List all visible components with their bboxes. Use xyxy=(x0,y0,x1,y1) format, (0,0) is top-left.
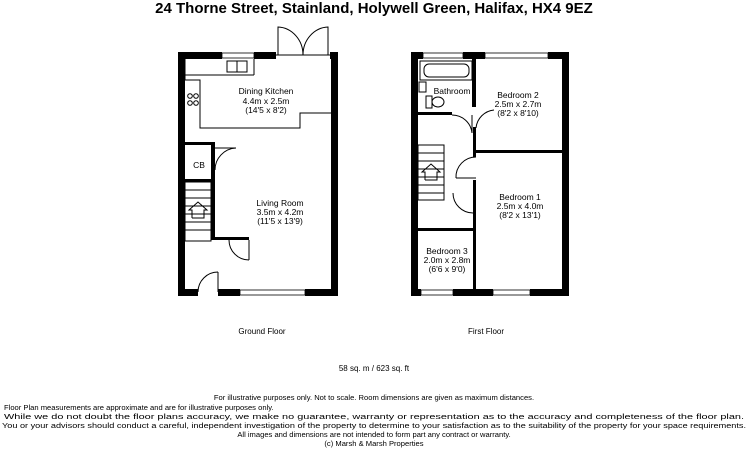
french-doors xyxy=(276,27,331,55)
room-label-bedroom-1: Bedroom 1 xyxy=(499,192,541,202)
first-floor-label: First Floor xyxy=(468,327,504,336)
wall xyxy=(418,228,476,231)
room-label-dining-kitchen: Dining Kitchen xyxy=(238,86,294,96)
wall xyxy=(472,59,476,107)
wall xyxy=(411,52,423,59)
door-swing xyxy=(476,110,494,128)
staircase xyxy=(185,182,211,241)
stair-arrow-icon xyxy=(189,202,207,218)
hob-ring xyxy=(194,94,199,99)
room-label-bedroom-3: Bedroom 3 xyxy=(426,246,468,256)
stair-arrow-icon xyxy=(422,164,440,180)
door-swing xyxy=(456,157,476,178)
room-dimension-imperial: (11'5 x 13'9) xyxy=(257,216,303,226)
toilet xyxy=(432,97,444,107)
hob-ring xyxy=(188,101,193,106)
first-floor-plan xyxy=(411,52,569,336)
room-dimension-metric: 2.5m x 4.0m xyxy=(496,201,544,211)
door-swing xyxy=(215,148,236,170)
wall xyxy=(178,52,185,296)
wall xyxy=(473,180,476,228)
wall xyxy=(463,52,485,59)
ground-floor-label: Ground Floor xyxy=(238,327,286,336)
wall xyxy=(411,289,421,296)
window xyxy=(485,53,548,58)
wall xyxy=(218,289,240,296)
room-label-bedroom-2: Bedroom 2 xyxy=(497,90,539,100)
disclaimer-line: (c) Marsh & Marsh Properties xyxy=(324,439,424,448)
hob-ring xyxy=(194,101,199,106)
disclaimer-line: All images and dimensions are not intended to form part any contract or warranty. xyxy=(237,430,511,439)
wall xyxy=(254,52,276,59)
window xyxy=(493,290,530,295)
door-swing xyxy=(453,193,473,213)
disclaimer xyxy=(2,393,746,448)
window xyxy=(222,53,254,58)
wall xyxy=(211,237,249,240)
door-swing xyxy=(229,240,249,260)
toilet-cistern xyxy=(426,96,432,108)
disclaimer-line: Floor Plan measurements are approximate and are for illustrative purposes only. xyxy=(4,403,274,412)
wall xyxy=(530,289,569,296)
front-door-swing xyxy=(198,272,218,292)
hob-ring xyxy=(188,94,193,99)
staircase xyxy=(418,145,444,200)
wall xyxy=(562,52,569,296)
wall xyxy=(411,52,418,296)
wall xyxy=(473,150,562,153)
room-dimension-metric: 4.4m x 2.5m xyxy=(242,96,290,106)
wall xyxy=(211,142,215,237)
door-swing xyxy=(452,115,472,133)
disclaimer-line: You or your advisors should conduct a careful, independent investigation of the property to determine to your satisfaction as to the suitability of the property for your space requirements. xyxy=(2,421,746,430)
wall xyxy=(453,289,493,296)
window xyxy=(421,290,453,295)
ground-floor-plan xyxy=(178,27,338,336)
wall xyxy=(473,228,476,289)
disclaimer-line: While we do not doubt the floor plans accuracy, we make no guarantee, warranty or representation as to the accuracy and completeness of the floor plan. xyxy=(4,412,744,421)
room-dimension-metric: 2.5m x 2.7m xyxy=(494,99,542,109)
wall xyxy=(305,289,338,296)
room-dimension-imperial: (8'2 x 13'1) xyxy=(499,210,541,220)
total-area: 58 sq. m / 623 sq. ft xyxy=(338,364,410,373)
wall xyxy=(178,289,198,296)
wall xyxy=(418,112,452,115)
room-dimension-metric: 2.0m x 2.8m xyxy=(423,255,471,265)
room-dimension-imperial: (6'6 x 9'0) xyxy=(428,264,466,274)
room-dimension-imperial: (14'5 x 8'2) xyxy=(245,105,287,115)
room-dimension-imperial: (8'2 x 8'10) xyxy=(497,108,539,118)
window xyxy=(240,290,305,295)
cupboard-label: CB xyxy=(193,160,205,170)
wall xyxy=(178,52,222,59)
wall xyxy=(331,52,338,296)
room-label-bathroom: Bathroom xyxy=(433,86,471,96)
basin xyxy=(419,82,426,92)
property-address: 24 Thorne Street, Stainland, Holywell Green, Halifax, HX4 9EZ xyxy=(155,0,593,17)
room-dimension-metric: 3.5m x 4.2m xyxy=(256,207,304,217)
window xyxy=(423,53,463,58)
bathroom-fittings xyxy=(419,61,472,108)
room-label-living-room: Living Room xyxy=(256,198,304,208)
wall xyxy=(185,142,215,145)
wall xyxy=(548,52,569,59)
disclaimer-line: For illustrative purposes only. Not to scale. Room dimensions are given as maximum distances. xyxy=(213,393,535,402)
